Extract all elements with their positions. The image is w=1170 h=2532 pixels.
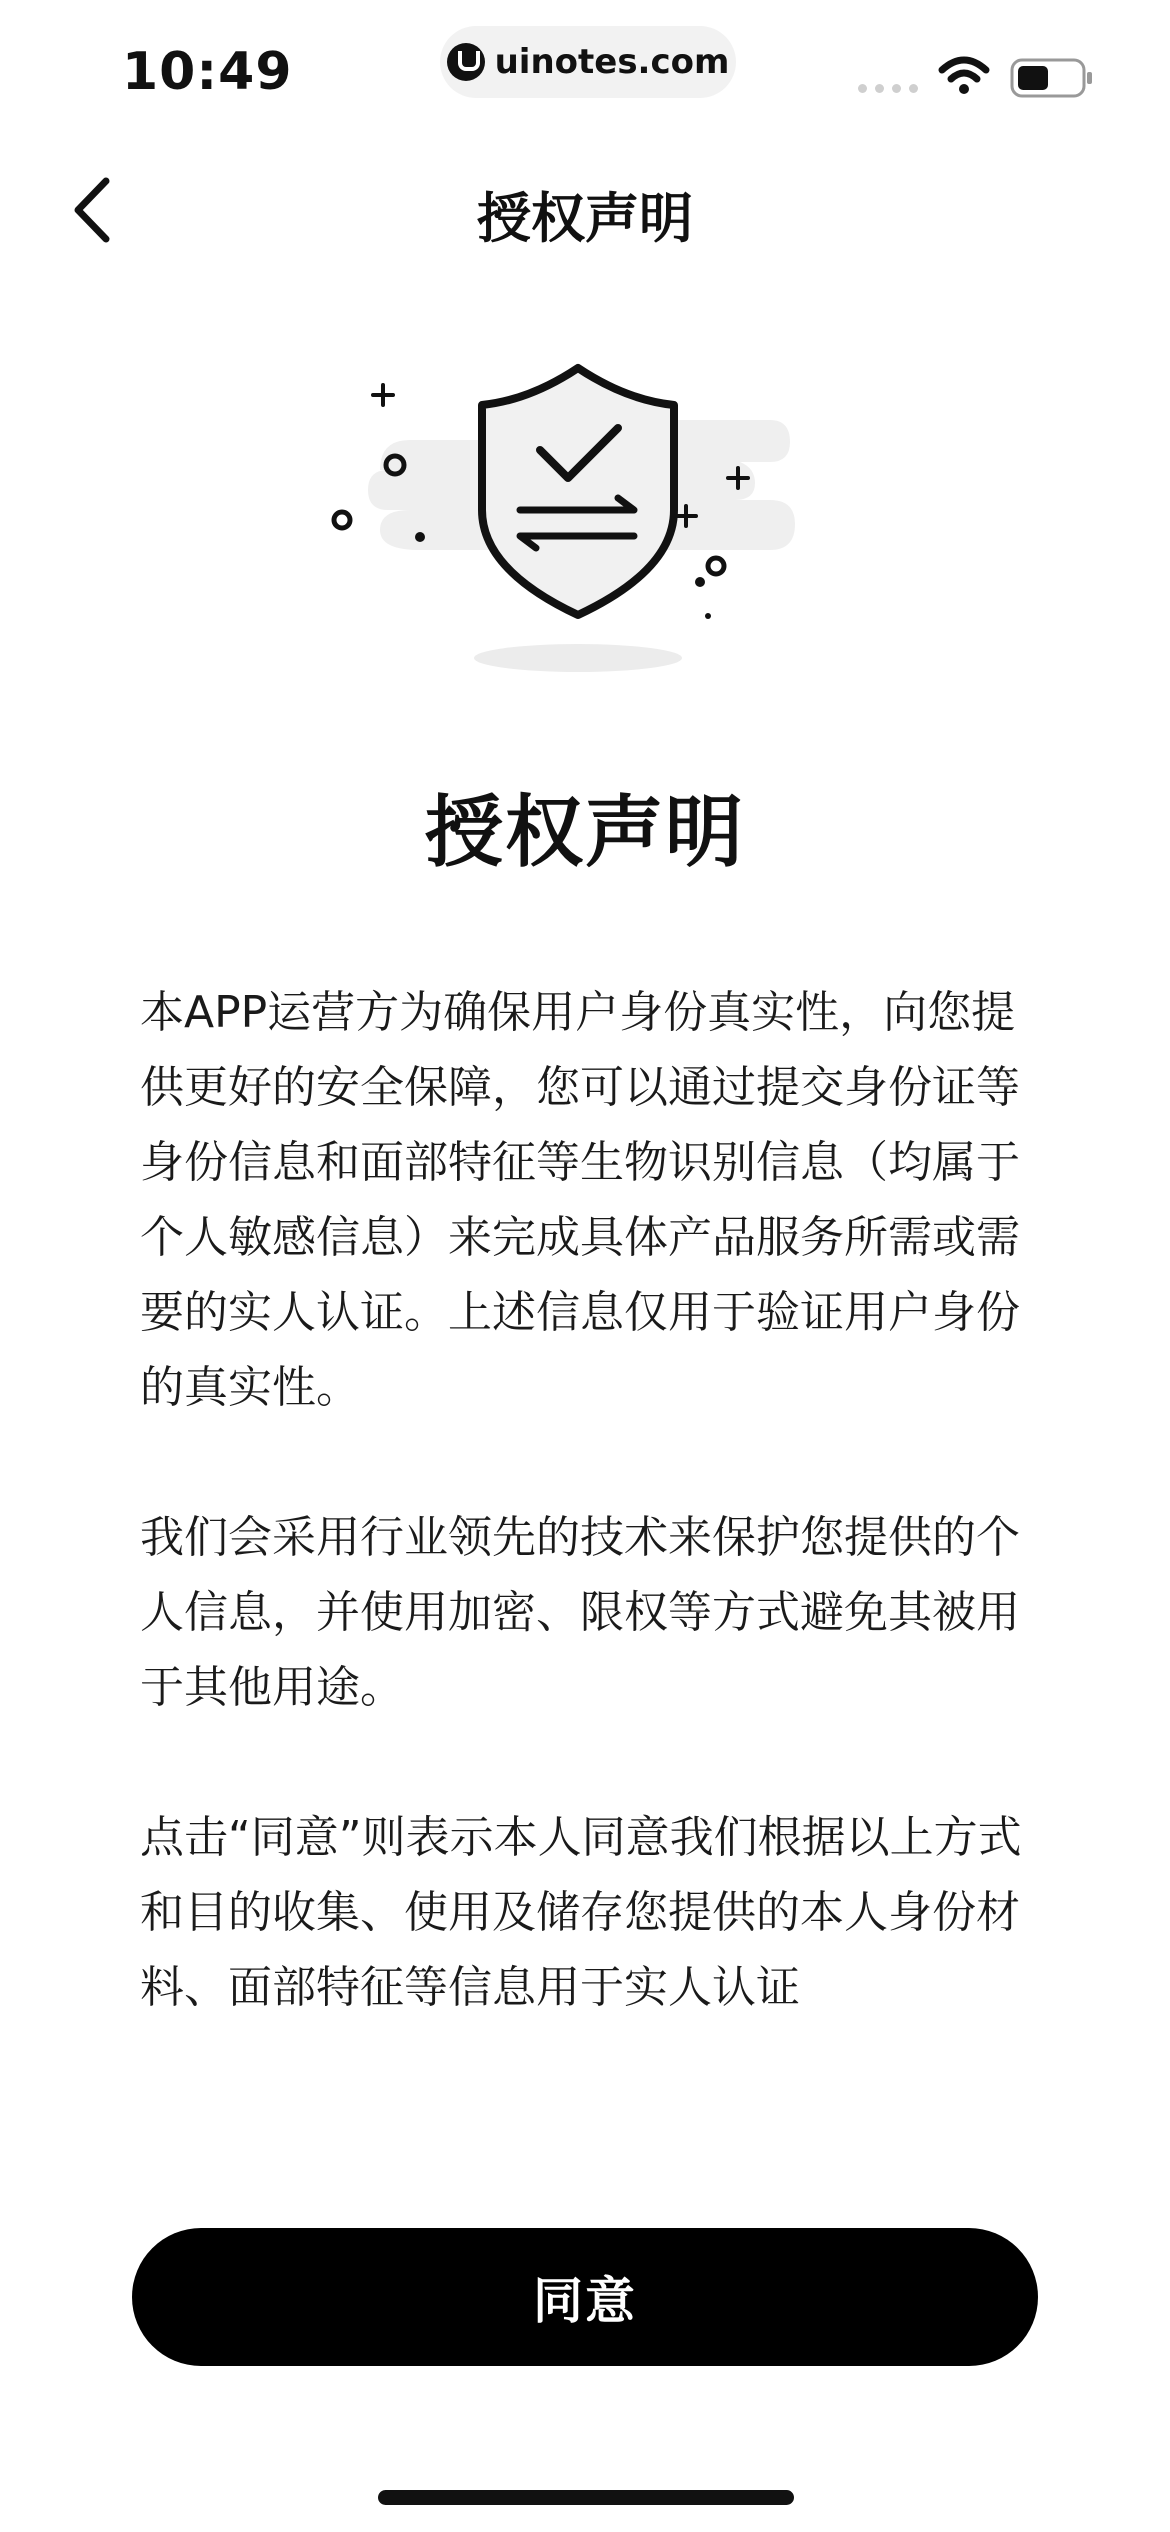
site-logo-icon: [447, 43, 485, 81]
wifi-icon: [938, 56, 990, 96]
page-heading: 授权声明: [424, 788, 745, 878]
cellular-icon: [858, 84, 918, 93]
battery-icon: [1010, 58, 1094, 98]
shield-check-transfer-icon: [300, 350, 860, 690]
statement-paragraph: 本APP运营方为确保用户身份真实性，向您提供更好的安全保障，您可以通过提交身份证等身份信息和面部特征等生物识别信息（均属于个人敏感信息）来完成具体产品服务所需或需要的实人认证。上述信息仅用于验证用户身份的真实性。: [140, 987, 1020, 1413]
status-time: 10:49: [122, 42, 293, 102]
statement-paragraph: 我们会采用行业领先的技术来保护您提供的个人信息，并使用加密、限权等方式避免其被用于其他用途。: [140, 1512, 1020, 1713]
url-text: uinotes.com: [494, 42, 730, 82]
nav-title: 授权声明: [477, 187, 693, 250]
agree-button[interactable]: 同意: [132, 2228, 1038, 2366]
home-indicator: [378, 2490, 794, 2505]
navigation-bar: [0, 150, 1170, 260]
statement-paragraph: 点击“同意”则表示本人同意我们根据以上方式和目的收集、使用及储存您提供的本人身份材料、面部特征等信息用于实人认证: [140, 1812, 1022, 2013]
status-bar: [0, 0, 1170, 130]
authorization-statement: [140, 975, 1040, 2100]
url-pill[interactable]: [440, 26, 736, 98]
